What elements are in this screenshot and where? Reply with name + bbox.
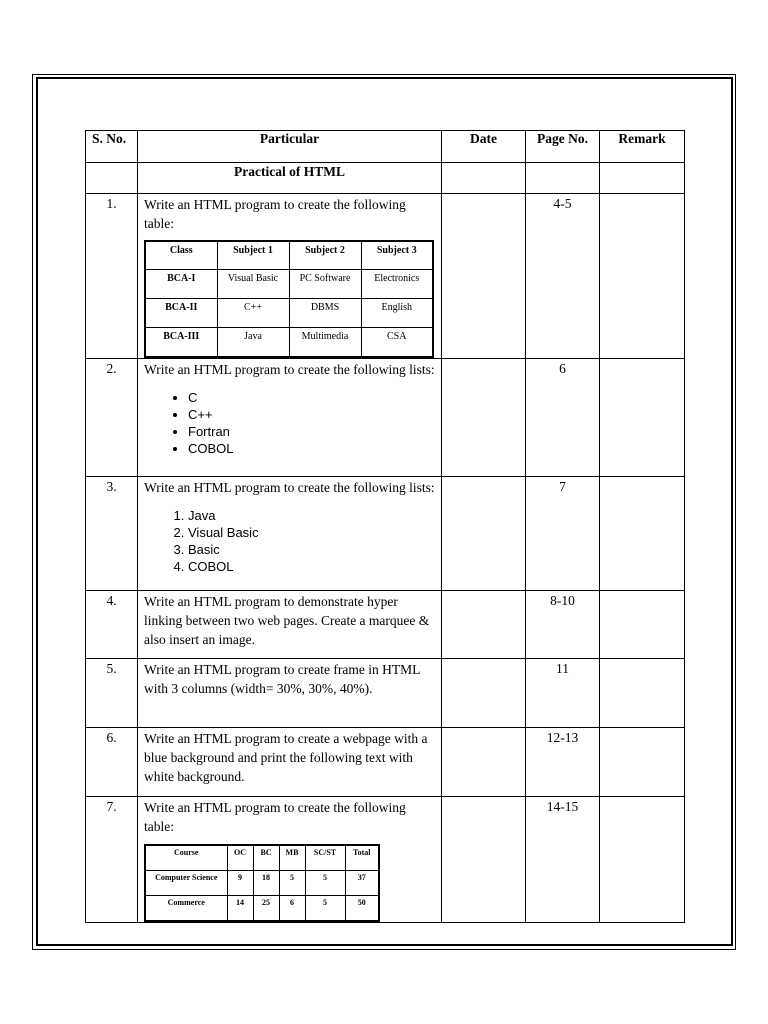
row-text: Write an HTML program to demonstrate hyper linking between two web pages. Create a marquee & also insert an image.	[144, 594, 430, 647]
section-title: Practical of HTML	[138, 163, 442, 194]
t1-cell: BCA-I	[145, 270, 217, 299]
t2-cell: 14	[227, 896, 253, 922]
t2-header-cell: Course	[145, 845, 227, 871]
t2-cell: 6	[279, 896, 305, 922]
row-page: 7	[526, 477, 600, 591]
t1-cell: PC Software	[289, 270, 361, 299]
t1-cell: BCA-II	[145, 299, 217, 328]
t1-header-cell: Subject 2	[289, 241, 361, 270]
row-text: Write an HTML program to create the following lists:	[144, 362, 435, 377]
t2-cell: 5	[279, 871, 305, 896]
header-remark: Remark	[600, 131, 685, 163]
row-sno: 5.	[86, 659, 138, 728]
list-item: 2. Visual Basic	[188, 524, 435, 541]
table-row	[86, 359, 685, 477]
row-text: Write an HTML program to create the following table:	[144, 197, 406, 231]
list-item: 3. Basic	[188, 541, 435, 558]
row-page: 12-13	[526, 728, 600, 797]
list-item: • COBOL	[188, 440, 435, 457]
t1-cell: Multimedia	[289, 328, 361, 358]
course-table	[144, 844, 380, 922]
table-row	[86, 194, 685, 359]
t2-header-cell: Total	[345, 845, 379, 871]
t2-cell: 5	[305, 871, 345, 896]
row-sno: 2.	[86, 359, 138, 477]
t2-cell: 9	[227, 871, 253, 896]
row-sno: 6.	[86, 728, 138, 797]
t1-cell: BCA-III	[145, 328, 217, 358]
t1-cell: Electronics	[361, 270, 433, 299]
table-row	[86, 728, 685, 797]
row-page: 8-10	[526, 591, 600, 659]
t1-cell: Visual Basic	[217, 270, 289, 299]
row-text: Write an HTML program to create frame in HTML with 3 columns (width= 30%, 30%, 40%).	[144, 662, 420, 696]
row-page: 11	[526, 659, 600, 728]
table-row	[86, 477, 685, 591]
list-item: 4. COBOL	[188, 558, 435, 575]
bullet-list	[144, 389, 435, 457]
row-text: Write an HTML program to create the following table:	[144, 800, 406, 834]
t1-cell: DBMS	[289, 299, 361, 328]
t2-header-cell: MB	[279, 845, 305, 871]
numbered-list	[144, 507, 435, 575]
list-item: • C++	[188, 406, 435, 423]
t1-cell: Java	[217, 328, 289, 358]
header-particular: Particular	[138, 131, 442, 163]
t2-cell: Commerce	[145, 896, 227, 922]
row-text: Write an HTML program to create a webpage with a blue background and print the following text with white background.	[144, 731, 428, 784]
header-page: Page No.	[526, 131, 600, 163]
row-text: Write an HTML program to create the following lists:	[144, 480, 435, 495]
t1-header-cell: Subject 3	[361, 241, 433, 270]
table-row	[86, 797, 685, 923]
index-table	[85, 130, 685, 923]
section-row	[86, 163, 685, 194]
t2-header-cell: SC/ST	[305, 845, 345, 871]
table-row	[86, 659, 685, 728]
t1-cell: English	[361, 299, 433, 328]
row-sno: 1.	[86, 194, 138, 359]
row-sno: 3.	[86, 477, 138, 591]
row-page: 6	[526, 359, 600, 477]
row-sno: 7.	[86, 797, 138, 923]
list-item: • Fortran	[188, 423, 435, 440]
t2-header-cell: BC	[253, 845, 279, 871]
list-item: 1. Java	[188, 507, 435, 524]
header-sno: S. No.	[86, 131, 138, 163]
t1-cell: C++	[217, 299, 289, 328]
row-page: 4-5	[526, 194, 600, 359]
t1-header-cell: Subject 1	[217, 241, 289, 270]
table-row	[86, 591, 685, 659]
t1-cell: CSA	[361, 328, 433, 358]
list-item: • C	[188, 389, 435, 406]
class-subject-table	[144, 240, 434, 358]
row-sno: 4.	[86, 591, 138, 659]
t2-cell: 5	[305, 896, 345, 922]
t2-cell: Computer Science	[145, 871, 227, 896]
t2-cell: 50	[345, 896, 379, 922]
t2-header-cell: OC	[227, 845, 253, 871]
t2-cell: 18	[253, 871, 279, 896]
t1-header-cell: Class	[145, 241, 217, 270]
header-date: Date	[442, 131, 526, 163]
t2-cell: 37	[345, 871, 379, 896]
header-row	[86, 131, 685, 163]
row-page: 14-15	[526, 797, 600, 923]
t2-cell: 25	[253, 896, 279, 922]
